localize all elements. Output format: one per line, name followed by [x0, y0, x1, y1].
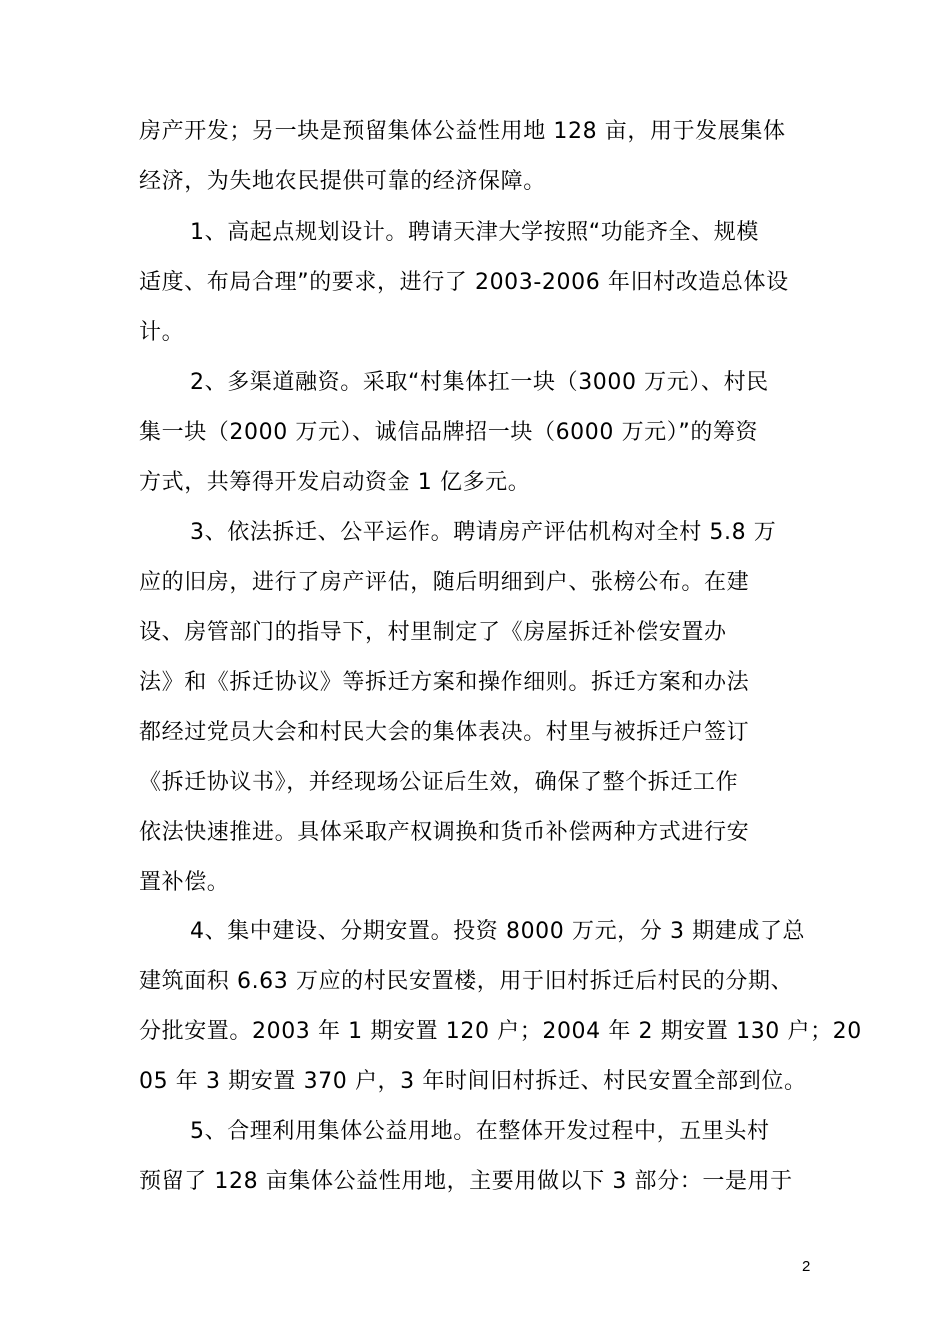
text-line: 经济，为失地农民提供可靠的经济保障。	[139, 169, 546, 194]
text-line: 置补偿。	[139, 870, 230, 895]
text-line: 分批安置。2003 年 1 期安置 120 户；2004 年 2 期安置 130 户；20	[139, 1019, 862, 1044]
text-line: 依法快速推进。具体采取产权调换和货币补偿两种方式进行安	[139, 820, 750, 845]
text-line: 房产开发；另一块是预留集体公益性用地 128 亩，用于发展集体	[139, 119, 786, 144]
text-line: 1、高起点规划设计。聘请天津大学按照“功能齐全、规模	[190, 220, 759, 245]
page-number: 2	[802, 1258, 811, 1275]
text-line: 适度、布局合理”的要求，进行了 2003-2006 年旧村改造总体设	[139, 270, 789, 295]
text-line: 都经过党员大会和村民大会的集体表决。村里与被拆迁户签订	[139, 720, 750, 745]
text-line: 法》和《拆迁协议》等拆迁方案和操作细则。拆迁方案和办法	[139, 670, 750, 695]
text-line: 预留了 128 亩集体公益性用地，主要用做以下 3 部分：一是用于	[139, 1169, 793, 1194]
text-line: 计。	[139, 320, 185, 345]
text-line: 应的旧房，进行了房产评估，随后明细到户、张榜公布。在建	[139, 570, 750, 595]
text-line: 5、合理利用集体公益用地。在整体开发过程中，五里头村	[190, 1119, 770, 1144]
text-line: 05 年 3 期安置 370 户，3 年时间旧村拆迁、村民安置全部到位。	[139, 1069, 807, 1094]
text-line: 《拆迁协议书》，并经现场公证后生效，确保了整个拆迁工作	[139, 770, 739, 795]
text-line: 方式，共筹得开发启动资金 1 亿多元。	[139, 470, 531, 495]
text-line: 2、多渠道融资。采取“村集体扛一块（3000 万元）、村民	[190, 370, 769, 395]
text-line: 集一块（2000 万元）、诚信品牌招一块（6000 万元）”的筹资	[139, 420, 759, 445]
text-line: 设、房管部门的指导下，村里制定了《房屋拆迁补偿安置办	[139, 620, 727, 645]
text-line: 3、依法拆迁、公平运作。聘请房产评估机构对全村 5.8 万	[190, 520, 777, 545]
text-line: 4、集中建设、分期安置。投资 8000 万元，分 3 期建成了总	[190, 919, 806, 944]
text-line: 建筑面积 6.63 万应的村民安置楼，用于旧村拆迁后村民的分期、	[139, 969, 794, 994]
